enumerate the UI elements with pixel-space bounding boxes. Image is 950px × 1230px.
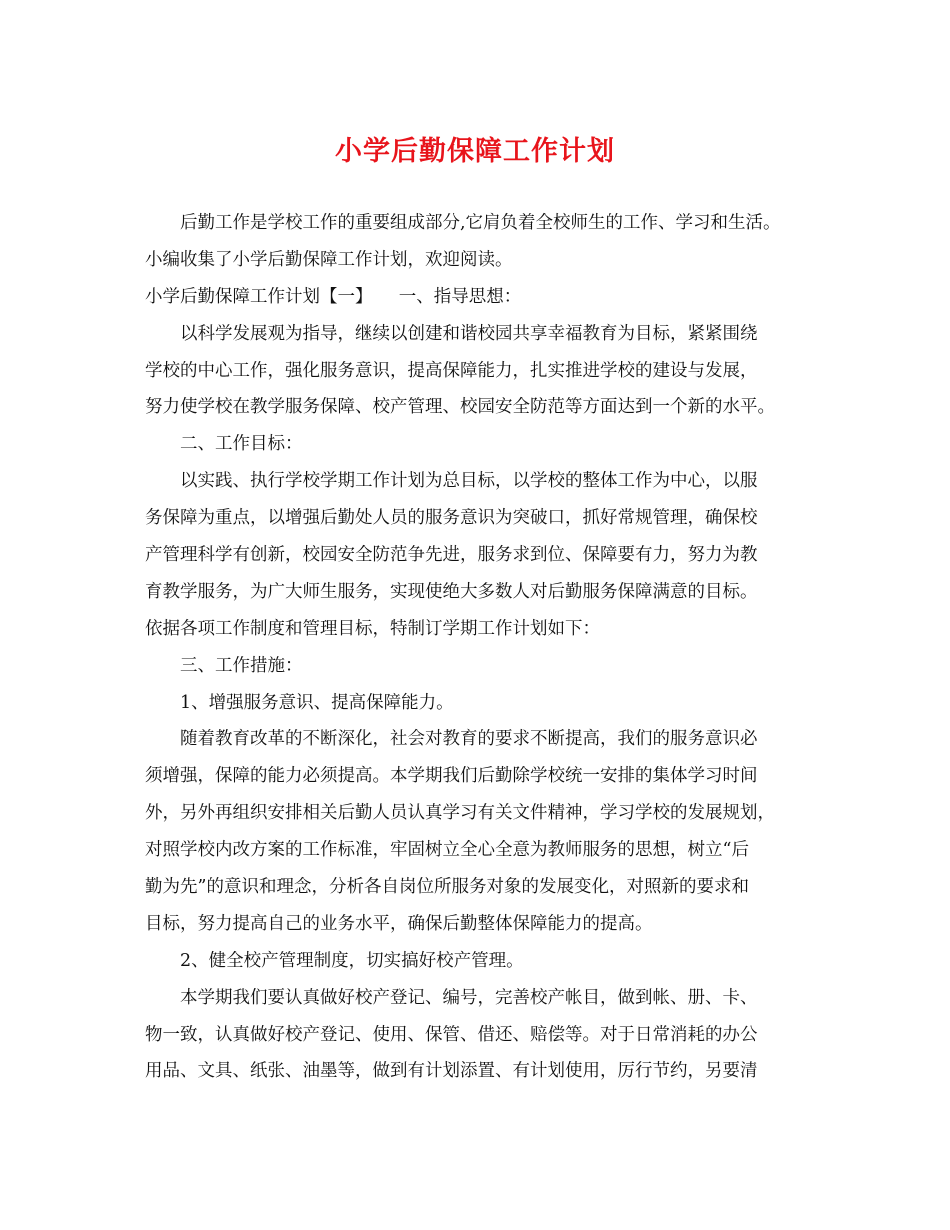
text-line: 勤为先”的意识和理念，分析各自岗位所服务对象的发展变化，对照新的要求和	[145, 877, 749, 898]
text-line: 务保障为重点，以增强后勤处人员的服务意识为突破口，抓好常规管理，确保校	[145, 508, 758, 529]
text-line: 努力使学校在教学服务保障、校产管理、校园安全防范等方面达到一个新的水平。	[145, 397, 775, 418]
text-line: 小编收集了小学后勤保障工作计划，欢迎阅读。	[145, 249, 513, 270]
text-line: 随着教育改革的不断深化，社会对教育的要求不断提高，我们的服务意识必	[180, 729, 758, 750]
text-line: 三、工作措施：	[180, 655, 303, 676]
text-line: 以科学发展观为指导，继续以创建和谐校园共享幸福教育为目标，紧紧围绕	[180, 323, 758, 344]
text-line: 以实践、执行学校学期工作计划为总目标，以学校的整体工作为中心，以服	[180, 471, 758, 492]
text-line: 对照学校内改方案的工作标准，牢固树立全心全意为教师服务的思想，树立“后	[145, 840, 749, 861]
text-line: 产管理科学有创新，校园安全防范争先进，服务求到位、保障要有力，努力为教	[145, 545, 758, 566]
text-line: 育教学服务，为广大师生服务，实现使绝大多数人对后勤服务保障满意的目标。	[145, 581, 758, 602]
text-line: 二、工作目标：	[180, 434, 303, 455]
text-line: 本学期我们要认真做好校产登记、编号，完善校产帐目，做到帐、册、卡、	[180, 987, 758, 1008]
text-line: 须增强，保障的能力必须提高。本学期我们后勤除学校统一安排的集体学习时间	[145, 766, 758, 787]
text-line: 后勤工作是学校工作的重要组成部分,它肩负着全校师生的工作、学习和生活。	[180, 213, 781, 233]
text-line: 外，另外再组织安排相关后勤人员认真学习有关文件精神，学习学校的发展规划，	[145, 803, 775, 824]
document-body	[145, 205, 825, 1090]
text-line: 物一致，认真做好校产登记、使用、保管、借还、赔偿等。对于日常消耗的办公	[145, 1024, 758, 1045]
page-title: 小学后勤保障工作计划	[335, 136, 615, 167]
text-line: 依据各项工作制度和管理目标，特制订学期工作计划如下：	[145, 618, 600, 639]
text-line: 学校的中心工作，强化服务意识，提高保障能力，扎实推进学校的建设与发展，	[145, 360, 758, 381]
text-line: 1、增强服务意识、提高保障能力。	[180, 692, 454, 713]
text-line: 小学后勤保障工作计划【一】 一、指导思想：	[145, 286, 522, 307]
text-line: 用品、文具、纸张、油墨等，做到有计划添置、有计划使用，厉行节约，另要清	[145, 1061, 758, 1082]
text-line: 2、健全校产管理制度，切实搞好校产管理。	[180, 950, 524, 971]
text-line: 目标，努力提高自己的业务水平，确保后勤整体保障能力的提高。	[145, 913, 653, 934]
